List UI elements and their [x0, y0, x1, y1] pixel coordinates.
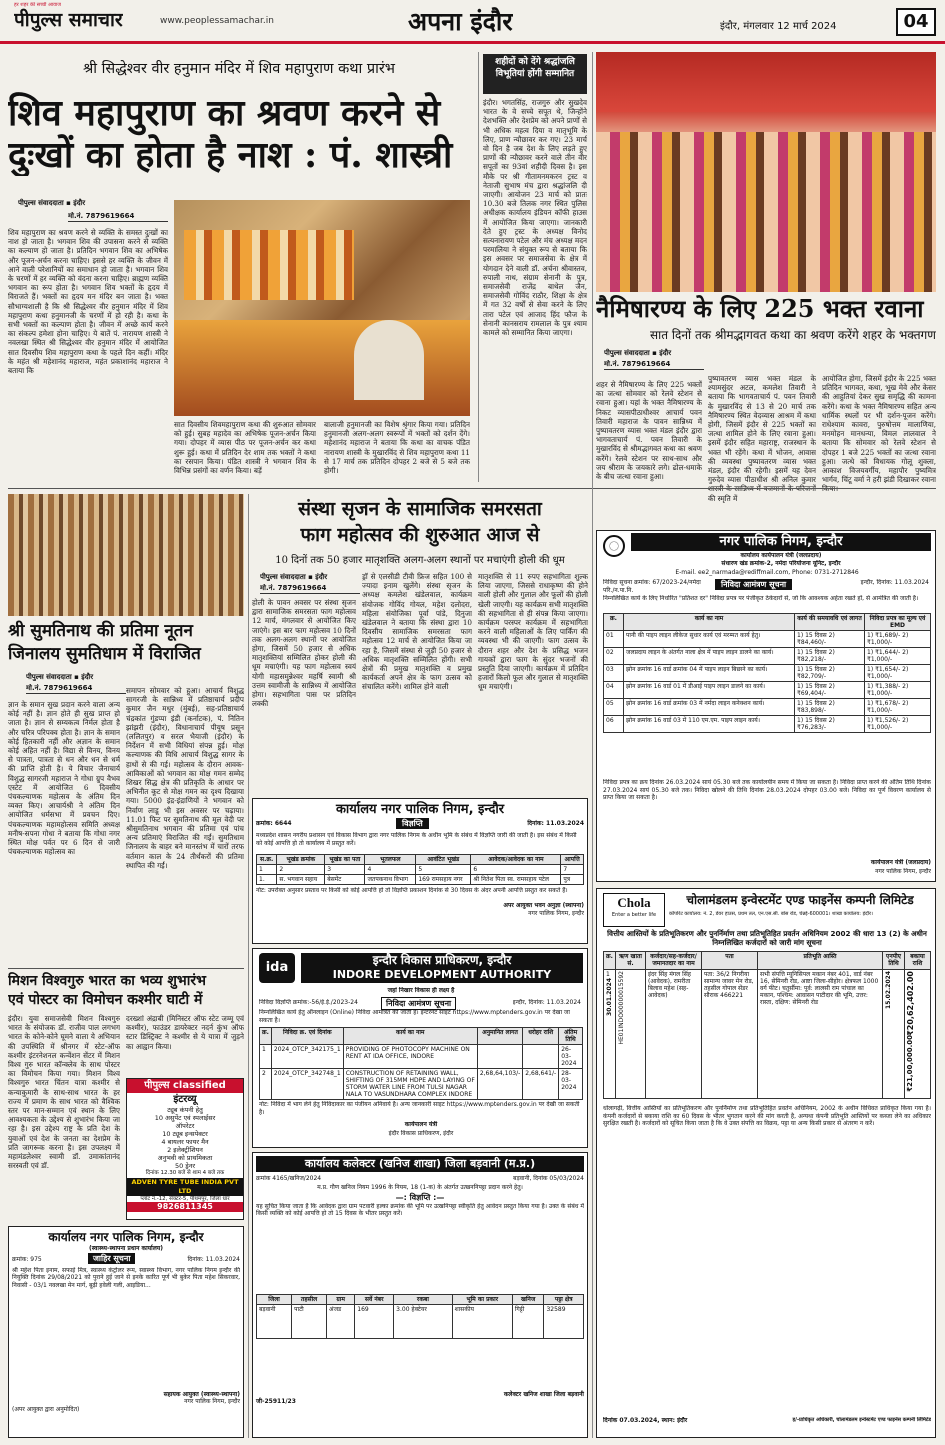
table-row [257, 875, 584, 885]
notice-collector [252, 1152, 588, 1438]
chola-logo [603, 893, 665, 927]
npn-tender-dept: संधारण खंड क्रमांक-2, नर्मदा परियोजना यूनिट, इन्दौर [721, 560, 841, 567]
divider-col-left [248, 494, 249, 1438]
photo-devotees-train [596, 52, 936, 292]
chola-account: HE01INDO00000015592 [618, 970, 625, 1045]
story-martyrs [478, 52, 588, 482]
ida-intro: निम्नलिखित कार्य हेतु ऑनलाइन (Online) निविदा आमंत्रित की जाती है। इन्टरनेट साइट https://www.mptenders.gov.in पर देखा जा सकता है। [259, 1009, 570, 1024]
classified-date: दिनांक 12.30 बजे से शाम 4 बजे तक [145, 1170, 225, 1176]
coll-cell: 3.00 हेक्टेयर [394, 1304, 453, 1338]
ida-cell: 2024_OTCP_342748_1 [271, 1069, 343, 1100]
chola-row-no: 1 [606, 970, 610, 978]
npn-tender-notes: निविदा प्रपत्र का क्रय दिनांक 26.03.2024 सायं 05.30 बजे तक कार्यालयीन समय में किया जा सकता है। निविदा प्राप्त करने की अंतिम तिथि दिनांक 27.03.2024 सायं 05.30 बजे तक। निविदा खोलने की तिथि दिनांक 28.03.2024 दोपहर 03.00 बजे। निविदा का पूर्ण विवरण कार्यालय से प्राप्त किया जा सकता है। [603, 779, 931, 801]
chola-th: क्र. [604, 952, 616, 970]
chola-cell-npa [883, 969, 905, 1098]
fag-column-1: होली के पावन अवसर पर संस्था सृजन द्वारा सामाजिक समरसता फाग महोत्सव 12 मार्च, मंगलवार से आयोजित किए जाएंगे। इस बार फाग महोत्सव 10 दिनों तक अलग-अलग स्थानों पर आयोजित होगा, जिसमें 50 हजार से अधिक मातृशक्तियां सम्मिलित होकर होली की धूम मचाएंगी। यह फाग महोत्सव स्वयं योगी महासमुन्नेश्वर महर्षि स्वामी श्री उत्तम स्वामीजी के सान्निध्य में आयोजित होगा। सहभागिता पास पर प्रतिदिन लक्की [252, 598, 356, 709]
list-item: 50 ड्रेनर [174, 1162, 196, 1170]
jain-headline-line-2: जिनालय सुमतिधाम में विराजित [8, 644, 201, 664]
vig-num-row [257, 865, 584, 875]
npn-cell: झोन क्रमांक 16 वार्ड क्रमांक 04 में पाइप लाइन बिछाने का कार्य। [624, 665, 795, 682]
coll-sub: म.प्र. गौण खनिज नियम 1996 के नियम, 18 (1-क) के अंतर्गत उत्खननिपट्टा प्रदान करने हेतु। [317, 1184, 523, 1191]
npn-tender-header-row [604, 614, 931, 631]
coll-th: खनिज [512, 1294, 544, 1304]
martyrs-body: इंदौर। भगतसिंह, राजगुरु और सुखदेव भारत के वे सच्चे सपूत थे, जिन्होंने देशभक्ति और देशप्रेम को अपने प्राणों से भी अधिक महत्व दिया व मातृभूमि के लिए, प्राण न्यौछावर कर गए। 23 मार्च वो दिन है जब देश के लिए लड़ते हुए प्राणों की न्यौछावर करने वाले तीन वीर सपूतों का 93वां शहीदी दिवस है। इस मौके पर श्री गीतामनमकरन ट्रस्ट व नेताजी सुभाष मंच द्वारा श्रद्धांजलि दी जाएगी। आयोजन 23 मार्च को प्रातः 10.30 बजे तिलक नगर स्थित पुलिस अधीक्षक कार्यालय इंडियन कॉफी हाउस में आयोजित किया जाएगा। जानकारी देते हुए ट्रस्ट के अध्यक्ष विनोद सत्यनारायण पटेल और मंच अध्यक्ष मदन परमालिया ने संयुक्त रूप से बताया कि इस अवसर पर समाजसेवा के क्षेत्र में योगदान देने वाली डॉ. अर्चना श्रीवास्तव, रुपाली नाथ, संग्राम सेनानी के पुत्र, समाजसेवी राजेंद्र बाथेल जैन, समाजसेवी गोविंद राठौर, शिक्षा के क्षेत्र में गत 32 वर्षों से सेवा करने के लिए तारा पटेल एवं आजाद हिंद फौज के सेनानी कानसराय रामलाल के पुत्र श्याम कामले को सम्मानित किया जाएगा। [483, 98, 587, 338]
ida-date: इन्दौर, दिनांक: 11.03.2024 [512, 999, 581, 1006]
chola-body: धोलागढ़ी, वित्तीय आस्तियों का प्रतिभूतिकरण और पुनर्निर्माण तथा प्रतिभूतिहित प्रवर्तन अधिनियम, 2002 के अधीन विधिवत प्राधिकृत किया गया है। कंपनी कर्जदारों से बकाया राशि का 60 दिवस के भीतर भुगतान करने की मांग करती है, अन्यथा कंपनी प्रतिभूति आस्तियों पर कब्जा लेने का अधिकार सुरक्षित रखती है। कर्जदारों को सूचित किया जाता है कि वे उक्त संपत्ति का विक्रय, पट्टा या अन्य किसी प्रकार से अंतरण न करें। [603, 1105, 931, 1127]
npn-cell: 1) ₹1,388/- 2) ₹1,000/- [865, 682, 931, 699]
npn-cell: 1) 15 दिवस 2) ₹84,460/- [795, 631, 865, 648]
table-row [604, 631, 931, 648]
notice-npn-tender [596, 530, 936, 882]
chola-footer-sign: ह/-प्राधिकृत अधिकारी, चोलामंडलम इन्वेस्टमेंट एण्ड फाइनेंस कम्पनी लिमिटेड [792, 1417, 931, 1423]
npn-cell: 06 [604, 716, 624, 733]
coll-ref: क्रमांक 4165/खनिज/2024 [256, 1175, 322, 1182]
npn-small-text: श्री महेश पिता इनाम, सफाई मित्र, स्वास्थ्य कंट्रोलर रूम, स्वास्थ्य विभाग, नगर पालिक निगम इन्दौर की नियुक्ति दिनांक 29/08/2021 को पुराने हुई जाने से इनके कारित पूर्ण भी बुकेर पिता महेश सिकरवार, निवासी - 03/1 नवलखा मेन मार्ग, बूढ़ी हवेली गली, आइडिया... [12, 1266, 240, 1289]
chola-heading: वित्तीय आस्तियों के प्रतिभूतिकरण और पुनर्निर्माण तथा प्रतिभूतिहित प्रवर्तन अधिनियम 2002 की धारा 13 (2) के अधीन निम्नलिखित कर्जदारों को जारी मांग सूचना [607, 929, 927, 947]
fag-headline-line-2: फाग महोत्सव की शुरुआत आज से [300, 524, 540, 546]
vig-num: 2 [277, 865, 325, 875]
coll-header-row [257, 1294, 584, 1304]
fag-subhead: 10 दिनों तक 50 हजार मातृशक्ति अलग-अलग स्थानों पर मचाएंगी होली की धूम [275, 555, 565, 566]
npn-tender-date: इन्दौर, दिनांक: 11.03.2024 [860, 579, 929, 586]
ida-cell: PROVIDING OF PHOTOCOPY MACHINE ON RENT AT IDA OFFICE, INDORE [343, 1045, 477, 1069]
npn-tender-badge: निविदा आमंत्रण सूचना [715, 579, 792, 590]
mission-headline-line-1: मिशन विश्वगुरु भारत का भव्य शुभारंभ [8, 973, 206, 989]
chola-logo-tag: Enter a better life [611, 912, 657, 918]
story-photo-kathavachak [174, 200, 470, 416]
npn-tender-table-wrap [603, 613, 931, 733]
chola-row-date: 30.01.2024 [606, 977, 613, 1016]
chola-title: चोलामंडलम इन्वेस्टमेंट एण्ड फाइनेंस कम्पनी लिमिटेड [686, 893, 914, 907]
npn-cell: 1) ₹1,644/- 2) ₹1,000/- [865, 648, 931, 665]
section-title: अपना इंदौर [408, 7, 513, 36]
chola-amount-2: ₹21,00,000.00 [906, 1035, 914, 1093]
coll-meta [256, 1174, 584, 1184]
npn-cell: 1) ₹1,654/- 2) ₹1,000/- [865, 665, 931, 682]
coll-cell: पाटी [292, 1304, 327, 1338]
notice-chola [596, 888, 936, 1438]
coll-th: पट्टा क्षेत्र [544, 1294, 584, 1304]
classified-phone[interactable]: 9826811345 [127, 1202, 243, 1212]
ida-title-bar [301, 953, 583, 983]
vig-cell: 1. [257, 875, 277, 885]
fag-headline [252, 496, 588, 548]
npn-cell: 1) ₹1,678/- 2) ₹1,000/- [865, 699, 931, 716]
table-row [604, 648, 931, 665]
coll-th: सर्वे नंबर [355, 1294, 394, 1304]
npn-small-title: कार्यालय नगर पालिक निगम, इन्दौर [48, 1230, 204, 1244]
npn-th: क्र. [604, 614, 624, 631]
mission-headline-line-2: एवं पोस्टर का विमोचन कश्मीर घाटी में [8, 992, 203, 1008]
ida-th: धरोहर राशि [523, 1028, 559, 1045]
vig-cell: बेसमेंट [325, 875, 365, 885]
coll-intro: यह सूचित किया जाता है कि आवेदक द्वारा ग्राम पटवारी हल्का क्रमांक की भूमि पर उत्खनिपट्टा स्वीकृति हेतु आवेदन प्रस्तुत किया गया है। उक्त के संबंध में किसी व्यक्ति को कोई आपत्ति हो तो 15 दिवस के भीतर प्रस्तुत करें। [256, 1202, 584, 1217]
mission-column-2: दरख्शां अंद्राबी (मिनिस्टर ऑफ स्टेट जम्मू एवं कश्मीर), फाउंडर डायरेक्टर नदर्न कुंभ ऑफ स्टार डिस्ट्रिक्ट ने कश्मीर से ये यात्रा में जुड़ने का आह्वान किया। [126, 1014, 244, 1051]
chola-cell-no [604, 969, 616, 1098]
ida-th: कार्य का नाम [343, 1028, 477, 1045]
npn-tender-sign: कार्यपालन यंत्री (जलप्रदाय) [870, 859, 931, 866]
jain-column-1: ज्ञान के समान सुख प्रदान करने वाला अन्य कोई नहीं है। ज्ञान होते ही सुख प्राप्त हो जाता है। ज्ञान से सम्यकत्व निर्मल होता है और चरित्र परिपक्व होता है। ज्ञान के समान कोई हितकारी नहीं और अज्ञान के समान कोई अहित नहीं है। विद्या से विनय, विनय से पात्रता, पात्रता से धन और धन से धर्म की प्राप्ति होती है। ये विचार जैनाचार्य विशुद्ध सागरजी महाराज ने गोधा ग्रुप वैभव एस्टेट में आयोजित 6 दिवसीय पंचकल्याणक महोत्सव के अंतिम दिन व्यक्त किए। आचार्यश्री ने अंतिम दिन आयोजित धर्मसभा में प्रवचन दिए। पंचकल्याणक महामहोत्सव समिति अध्यक्ष मनीष-सपना गोधा ने बताया कि गोधा नगर स्थित मोक्ष पर्वत पर 6 दिन से जारी पंचकल्याणक महोत्सव का [8, 700, 120, 857]
coll-cell: गिट्टी [512, 1304, 544, 1338]
chola-th: प्रतिभूति आस्ति [758, 952, 883, 970]
chola-cell-account [616, 969, 646, 1098]
vig-header-row [257, 855, 584, 865]
photo-jain-procession [8, 494, 244, 616]
chola-table-wrap [603, 951, 931, 1099]
ida-table [259, 1027, 583, 1100]
vig-num: 1 [257, 865, 277, 875]
table-row [260, 1045, 583, 1069]
vig-ref: क्रमांक: 6644 [256, 820, 292, 827]
vig-cell: जतपकनाथ विभाग [365, 875, 416, 885]
npn-tender-ref: निविदा सूचना क्रमांक: 67/2023-24/नर्मदा परि./न.पा.नि. [603, 579, 701, 594]
chola-th: ऋण खाता सं. [616, 952, 646, 970]
npn-cell: झोन क्रमांक 16 वार्ड क्रमांक 03 में नर्मदा लाइन कनेक्शन कार्य। [624, 699, 795, 716]
classified-header: पीपुल्स classified [127, 1079, 243, 1093]
npn-cell: झोन क्रमांक 16 वार्ड 01 में डीआई पाइप लाइन डालने का कार्य। [624, 682, 795, 699]
chola-footer-date: दिनांक 07.03.2024, स्थान: इंदौर [603, 1417, 688, 1424]
table-row [604, 682, 931, 699]
photo-stage [174, 320, 470, 416]
chola-cell-names: इंदर सिंह मंगल सिंह (आवेदक), रामरीता बिलाव महेश (सह-आवेदक) [646, 969, 702, 1098]
mission-column-1: इंदौर। युवा समाजसेवी मिशन विश्वगुरु भारत के संयोजक डॉ. राजीव पाल लगभग भारत के कोने-कोने घूमने वाला ये अभियान की उपस्थिति में श्रीनगर में स्टेट-ऑफ कश्मीर इंटरनेशनल कन्वेंशन सेंटर में मिशन विश्व गुरु भारत कॉन्क्लेव के साथ पोस्टर का विमोचन किया गया। मिशन विश्व विश्वगुरु भारत चिंतन यात्रा कश्मीर से कन्याकुमारी के साथ-साथ भारत के हर राज्य में प्रमाण के साथ भारत को वैश्विक स्तर पर मान-सम्मान एवं स्थान के लिए आवश्यकता के उद्देश्य से शुभारंभ किया जा रहा है। इस उद्देश्य राष्ट्र के प्रति देश के युवाओं एवं देश के जनता का देशप्रेम के प्रति जागरूक करना है। इस उपलक्ष्य में महामंडलेश्वर स्वामी डॉ. उमाकांतानंद सरस्वती एवं डॉ. [8, 1014, 120, 1171]
npn-cell: झोन क्रमांक 16 वार्ड 03 में 110 एम.एम. पाइप लाइन कार्य। [624, 716, 795, 733]
notice-npn-vigyapti [252, 798, 588, 944]
notice-ida [252, 948, 588, 1148]
vig-title: कार्यालय नगर पालिक निगम, इन्दौर [335, 802, 505, 817]
vig-cell: श्री नितेश पिता स्व. रामसहाय पटेल [471, 875, 561, 885]
ida-ref: निविदा विज्ञप्ति क्रमांक:-56/ई.ई./2023-24 [259, 999, 358, 1006]
ida-title-hi: इन्दौर विकास प्राधिकरण, इन्दौर [372, 953, 512, 967]
divider-top [8, 488, 936, 489]
chola-cell-address: पता: 36/2 निगरीया सामान्य जावर मेन रोड, तहसील गोपाल सेंडर सौराक 466221 [702, 969, 758, 1098]
chola-th: पता [702, 952, 758, 970]
vig-sign: अपर आयुक्त भवन अनुज्ञा (स्थापना) [503, 902, 584, 909]
vig-num: 7 [561, 865, 584, 875]
vig-footer: नोट: उपरोक्त अनुसार प्रस्ताव पर किसी को कोई आपत्ति हो तो विज्ञप्ति प्रकाशन दिनांक से 30 दिवस के अंदर अपनी आपत्ति प्रस्तुत कर सकते हैं। [256, 887, 568, 894]
ida-cell [477, 1045, 522, 1069]
npn-cell: 02 [604, 648, 624, 665]
naim-column-3: आयोजित होगा, जिसमें इंदौर के 225 भक्त प्रतिदिन भागवत, कथा, भूख मेवे और केसर की आहुतियां देकर सुख समृद्धि की कामना करेंगे। कथा के भक्त नैमिषारण्य सहित अन्य धार्मिक स्थलों पर भी दर्शन-पूजन करेंगे। राधेश्याम कावरा, पुरुषोत्तम मालाणिया, मनमोहन मानधन्या, विमल लालवाल ने बताया कि सोमवार को रेलवे स्टेशन से दोपहर 1 बजे 225 भक्तों का जत्था रवाना हुआ। जत्थे को विधायक गोलू शुक्ला, आकाश विजयवर्गीय, महापौर पुष्यमित्र भार्गव, चिंटू वर्मा ने हरी झंडी दिखाकर रवाना [822, 374, 936, 485]
jain-mobile: मो.नं. 7879619664 [26, 684, 126, 694]
story-fag [252, 494, 588, 794]
photo-train-roof [596, 52, 936, 112]
ida-note: नोट: निविदा में भाग लेने हेतु निविदाकार का पंजीयन अनिवार्य है। अन्य जानकारी साइट https://www.mptenders.gov.in पर देखी जा सकती है। [259, 1101, 580, 1116]
ida-sign-2: इंदौर विकास प्राधिकरण, इंदौर [388, 1130, 454, 1137]
classified-ad[interactable] [126, 1078, 244, 1220]
coll-footer: कलेक्टर खनिज शाखा जिला बड़वानी [503, 1390, 584, 1398]
divider-col-right [592, 52, 593, 1438]
masthead [0, 0, 945, 44]
npn-small-meta [12, 1253, 240, 1267]
npn-small-ref: क्रमांक: 975 [12, 1255, 42, 1263]
chola-table [603, 951, 931, 1099]
story-byline: पीपुल्स संवाददाता ▪ इंदौर [18, 199, 86, 207]
ida-table-wrap [259, 1027, 583, 1100]
npn-tender-email[interactable]: E-mail. ee2_narmada@rediffmail.com, Phone: 0731-2712846 [675, 569, 859, 576]
story-column-2: सात दिवसीय शिवमहापुराण कथा की शुरुआत सोमवार को हुई। सुबह महादेव का अभिषेक पूजन-अर्चन किया गया। दोपहर में व्यास पीठ पर पूजन-अर्चन कर कथा शुरू हुई। कथा में प्रतिदिन देर शाम तक भक्तों ने कथा का रसपान किया। पंडित शास्त्री ने भगवान शिव के विभिन्न प्रसंगों का वर्णन किया। बड़ें [174, 420, 316, 476]
story-headline [8, 92, 470, 176]
npn-tender-office: कार्यालय कार्यपालन यंत्री (जलप्रदाय) [740, 552, 822, 559]
npn-emblem-icon [603, 535, 625, 557]
ida-th: निविदा क्र. एवं दिनांक [271, 1028, 343, 1045]
photo-priest [354, 320, 424, 400]
mission-headline [8, 972, 244, 1010]
ida-cell: 2,68,64,103/- [477, 1069, 522, 1100]
vig-table [256, 854, 584, 885]
list-item: ऑपरेटर [175, 1122, 195, 1130]
coll-badge: —: विज्ञप्ति :— [395, 1192, 445, 1202]
npn-th: निविदा प्रपत्र का मूल्य एवं EMD [865, 614, 931, 631]
ida-logo: ida [259, 953, 295, 983]
npn-tender-sign-2: नगर पालिक निगम, इन्दौर [875, 868, 931, 875]
npn-small-dept: (स्वास्थ्य-स्थापना प्रधान कार्यालय) [88, 1245, 163, 1252]
ida-cell: CONSTRUCTION OF RETAINING WALL, SHIFTING OF 315MM HDPE AND LAYING OF STORM WATER LINE FROM TULSI NAGAR NALA TO VASUNDHARA COMPLEX INDORE [343, 1069, 477, 1100]
dateline: इंदौर, मंगलवार 12 मार्च 2024 [720, 21, 837, 32]
list-item: अनुभवी को प्राथमिकता [157, 1154, 213, 1162]
npn-cell: 1) 15 दिवस 2) ₹82,218/- [795, 648, 865, 665]
photo-crowd [184, 230, 354, 300]
table-row [260, 1069, 583, 1100]
headline-line-2: दुःखों का होता है नाश : पं. शास्त्री [8, 134, 453, 176]
list-item: 10 ट्यूब इन्सपेक्टर [162, 1130, 208, 1138]
divider-mission [8, 968, 244, 969]
ida-th: अनुमानित लागत [477, 1028, 522, 1045]
vig-num: 3 [325, 865, 365, 875]
table-row [604, 665, 931, 682]
chola-cell-asset: सभी संपत्ति म्युनिसिपल मकान नंबर 401, वार्ड नंबर 16, सेमिनरी रोड, आष्टा जिला-सीहोर। क्षेत्रफल 1000 वर्ग फीट। चतुर्सीमा: पूर्व: लालसी राम पांचाल का मकान, पश्चिम: आवासन पाटीदार की भूमि, उत्तर: रास्ता, दक्षिण: सेमिनरी रोड [758, 969, 883, 1098]
coll-code: जी-25911/23 [256, 1398, 296, 1405]
npn-small-sign-1: सहायक आयुक्त (स्वास्थ्य-स्थापना) [163, 1390, 240, 1398]
ida-tagline: जहां निखार विकास ही लक्ष्य है [387, 987, 455, 994]
story-column-3: बालाजी हनुमानजी का विशेष श्रृंगार किया गया। प्रतिदिन हनुमानजी अलग-अलग स्वरूपों में भक्तों को दर्शन देंगे। महेशानंद महाराज ने बताया कि कथा का वाचक पंडित नारायण शास्त्री के मुखारविंद से शिव महापुराण कथा 11 से 17 मार्च तक प्रतिदिन दोपहर 2 बजे से 5 बजे तक होगी। [324, 420, 470, 476]
fag-headline-line-1: संस्था सृजन के सामाजिक समरसता [298, 498, 542, 520]
table-row [257, 1304, 584, 1338]
naim-byline: पीपुल्स संवाददाता ▪ इंदौर [604, 349, 672, 357]
ida-cell: 2 [260, 1069, 272, 1100]
ida-sign: कार्यपालन यंत्री [404, 1121, 438, 1128]
npn-cell: 03 [604, 665, 624, 682]
naim-subhead: सात दिनों तक श्रीमद्भागवत कथा का श्रवण करेंगे शहर के भक्तगण [650, 328, 936, 342]
npn-small-sign-2: नगर पालिक निगम, इन्दौर [184, 1398, 240, 1405]
ida-badge: निविदा आमंत्रण सूचना [381, 997, 456, 1010]
vig-th: आवेदक/आवेदक का नाम [471, 855, 561, 865]
coll-date: बड़वानी, दिनांक 05/03/2024 [513, 1175, 584, 1182]
page-number: 04 [896, 8, 936, 36]
table-row [604, 969, 931, 1098]
logo[interactable]: पीपुल्स समाचार [14, 9, 123, 31]
npn-tender-intro: निम्नलिखित कार्य के लिए निर्धारित "प्रतिशत दर" निविदा प्रपत्र पर पंजीकृत ठेकेदारों से, जो कि आवश्यक अर्हता रखते हों, से आमंत्रित की जाती है। [603, 595, 919, 602]
vig-sign-2: नगर पालिक निगम, इन्दौर [528, 909, 584, 917]
chola-amount: ₹20,62,402.00 [906, 970, 915, 1036]
chola-th: एनपीए तिथि [883, 952, 905, 970]
npn-cell: पानी की पाइप लाइन लीकेज सुधार कार्य एवं मरम्मत कार्य हेतु। [624, 631, 795, 648]
headline-line-1: शिव महापुराण का श्रवण करने से [8, 92, 441, 134]
ida-th: क्र. [260, 1028, 272, 1045]
ida-cell: 28-03-2024 [559, 1069, 583, 1100]
npn-cell: 05 [604, 699, 624, 716]
npn-tender-table [603, 613, 931, 733]
jain-byline: पीपुल्स संवाददाता ▪ इंदौर [26, 673, 94, 681]
coll-title: कार्यालय कलेक्टर (खनिज शाखा) जिला बड़वानी (म.प्र.) [256, 1156, 584, 1172]
coll-th: ग्राम [327, 1294, 355, 1304]
chola-address: कॉर्पोरेट कार्यालय: नं. 2, डेयर हाउस, प्रथम तल, एन.एस.सी. बोस रोड, चेन्नई-600001। शाखा कार्यालय: इंदौर। [669, 911, 873, 917]
ida-header-row [260, 1028, 583, 1045]
npn-cell: 01 [604, 631, 624, 648]
notice-npn-small [8, 1226, 244, 1438]
npn-cell: 1) ₹1,526/- 2) ₹1,000/- [865, 716, 931, 733]
vig-num: 4 [365, 865, 416, 875]
list-item: 10 असुपेंट एवं स्पलाईसर [154, 1114, 216, 1122]
vig-cell: 169 रामसहाय नगर [416, 875, 471, 885]
coll-cell: बड़वानी [257, 1304, 292, 1338]
npn-small-footer: (अपर आयुक्त द्वारा अनुमोदित) [12, 1405, 80, 1413]
fag-byline: पीपुल्स संवाददाता ▪ इंदौर [260, 573, 328, 581]
table-row [604, 716, 931, 733]
npn-cell: 1) ₹1,689/- 2) ₹1,000/- [865, 631, 931, 648]
npn-th: कार्य का नाम [624, 614, 795, 631]
coll-cell: शासकीय [452, 1304, 512, 1338]
npn-cell: 1) 15 दिवस 2) ₹76,283/- [795, 716, 865, 733]
classified-address: प्लॉट नं.-12, सेक्टर-5, पीथमपुर, जिला धार [140, 1195, 230, 1202]
coll-th: रकबा [394, 1294, 453, 1304]
chola-th: कर्जदार/सह-कर्जदार/जमानतदार का नाम [646, 952, 702, 970]
story-mobile: मो.नं. 7879619664 [68, 212, 168, 222]
classified-items [127, 1106, 243, 1170]
jain-headline-line-1: श्री सुमतिनाथ की प्रतिमा नूतन [8, 621, 193, 641]
coll-cell: अंजड [327, 1304, 355, 1338]
vig-num: 5 [416, 865, 471, 875]
vig-date: दिनांक: 11.03.2024 [527, 820, 584, 827]
vig-num: 6 [471, 865, 561, 875]
fag-mobile: मो.नं. 7879619664 [260, 584, 360, 594]
logo-tagline: हर शहर की सच्ची आवाज [14, 2, 61, 8]
npn-small-badge: जाहिर सूचना [88, 1253, 135, 1264]
naim-headline: नैमिषारण्य के लिए 225 भक्त रवाना [596, 294, 924, 323]
fag-column-2: ड्रॉ से एलसीडी टीवी फ्रिज सहित 100 से ज्यादा इनाम खुलेंगे। संस्था सृजन के अध्यक्ष कमलेश खंडेलवाल, कार्यक्रम संयोजक गोविंद गोयल, महेश दलोदरा, महिला संयोजिका पूर्वा पांडे, दिनुजा खंडेलवाल ने बताया कि संस्था द्वारा 10 दिवसीय सामाजिक समरसता फाग महोत्सव 12 मार्च से आयोजित किया जा रहा है, जिसमें संस्था से जुड़ी 50 हजार से अधिक मातृशक्ति सम्मिलित होंगी। सभी क्षेत्रों की प्रमुख मातृशक्ति व प्रमुख कार्यकर्ता अपने क्षेत्र के फाग उत्सव को संचालित करेंगे। शामिल होने वाली [362, 572, 472, 692]
coll-th: भूमि का प्रकार [452, 1294, 512, 1304]
ida-th: अंतिम तिथि [559, 1028, 583, 1045]
coll-table [256, 1294, 584, 1339]
table-row [604, 699, 931, 716]
fag-column-3: मातृशक्ति से 11 रुपए सहभागिता शुल्क लिया जाएगा, जिससे राधाकृष्ण की होने वाली होली और गुलाल और फूलों की होली खेली जाएगी। यह कार्यक्रम सभी मातृशक्ति की सहभागिता से ही संपन्न किया जाएगा। कार्यक्रम परस्पर कार्यक्रम में सहभागिता करने वाली महिलाओं के लिए पार्किंग की व्यवस्था भी की जाएगी। फाग उत्सव के दौरान शहर और देश के प्रसिद्ध भजन गायकों द्वारा फाग के सुंदर भजनों की प्रस्तुति दिया जाएगी। कार्यक्रम में प्रतिदिन हजारों किलो फूल और गुलाल से मातृशक्ति धूम मचाएंगी। [478, 572, 588, 692]
ida-cell: 1 [260, 1045, 272, 1069]
vig-th: भूखंड क्रमांक [277, 855, 325, 865]
npn-cell: 1) 15 दिवस 2) ₹83,898/- [795, 699, 865, 716]
coll-th: तहसील [292, 1294, 327, 1304]
npn-tender-title: नगर पालिक निगम, इन्दौर [631, 533, 931, 551]
vig-cell: स. भगवान सहाय [277, 875, 325, 885]
naim-column-1: शहर से नैमिषारण्य के लिए 225 भक्तों का जत्था सोमवार को रेलवे स्टेशन से रवाना हुआ। यहां के भक्त नैमिषारण्य के निकट व्यासपीठाधीश्वर आचार्य पवन तिवारी महाराज के पावन सान्निध्य में पुष्पावतरण व्यास भक्त मंडल इंदौर द्वारा भागवताचार्य पं. पवन तिवारी के मुखारविंद से श्रीमद्भागवत कथा का श्रवण करेंगे। रेलवे स्टेशन पर साथ-साथ और जय श्रीराम के जयकारे लगे। ढोल-धमाके के बीच जत्था रवाना हुआ। [596, 380, 702, 482]
coll-cell: 32589 [544, 1304, 584, 1338]
vig-th: भूखंड का पता [325, 855, 365, 865]
npn-cell: 1) 15 दिवस 2) ₹82,709/- [795, 665, 865, 682]
vig-intro: मध्यप्रदेश शासन नगरीय प्रशासन एवं विकास विभाग द्वारा नगर पालिक निगम के अधीन भूमि के संबंध में विज्ञप्ति जारी की जाती है। इस संबंध में किसी को कोई आपत्ति हो तो कार्यालय में प्रस्तुत करें। [256, 832, 577, 847]
vig-th: आपत्ति [561, 855, 584, 865]
ida-cell [523, 1045, 559, 1069]
chola-header-row [604, 952, 931, 970]
vig-th: स.क्र. [257, 855, 277, 865]
ida-title-en: INDORE DEVELOPMENT AUTHORITY [332, 968, 552, 981]
coll-cell: 169 [355, 1304, 394, 1338]
npn-cell: 04 [604, 682, 624, 699]
naim-mobile: मो.नं. 7879619664 [604, 360, 704, 370]
chola-cell-amount [905, 969, 931, 1098]
npn-th: कार्य की समयावधि एवं लागत [795, 614, 865, 631]
vig-th: आवंटित भूखंड [416, 855, 471, 865]
photo-crowd-people [596, 132, 936, 292]
list-item: ट्यूब कंपनी हेतु [167, 1106, 203, 1114]
story-shiv-mahapuran [8, 52, 470, 482]
npn-small-date: दिनांक: 11.03.2024 [187, 1255, 240, 1263]
naim-column-2: पुष्पावतरण व्यास भक्त मंडल के श्यामसुंदर अटल, कमलेश तिवारी ने बताया कि भागवताचार्य पं. पवन तिवारी के मुखारविंद से 13 से 20 मार्च तक नैमिषारण्य स्थित वेदव्यास आश्रम में कथा होगी, जिसमें इंदौर से 225 भक्तों का जत्था शामिल होने के लिए रवाना हुआ। इसमें इंदौर सहित महाराष्ट्र, राजस्थान के भक्त भी रहेंगे। कथा में भोजन, आवास की व्यवस्था पुष्पावतरण व्यास भक्त मंडल, इंदौर की रहेगी। इसमें यह देवन गुरुदेव व्यास पीठाधीश श्री अनिल कुमार की स्मृति में [708, 374, 816, 503]
story-column-1: शिव महापुराण का श्रवण करने से व्यक्ति के समस्त दुःखों का नाश हो जाता है। भगवान शिव की उपासना करने से व्यक्ति का कल्याण हो जाता है। प्रतिदिन भगवान शिव का अभिषेक और पूजन-अर्चन करना चाहिए। इससे हर व्यक्ति के जीवन में आने वाली परेशानियों का समाधान हो जाता है। भगवान शिव के चरणों में हर व्यक्ति को वंदना करना चाहिए। ब्राह्मण व्यक्ति भगवान का रूप होता है। भगवान शिव भक्तों के हृदय में विराजते हैं। भक्तों का हृदय मन मंदिर बन जाता है। भक्त सौभाग्यशाली है कि श्री सिद्धेश्वर वीर हनुमान मंदिर में शिव महापुराण कथा हनुमानजी के चरणों में हो रही है। कथा के सभी भक्तों का कल्याण होता है। जीवन में अच्छे कार्य करने का संकल्प हमेशा होना चाहिए। ये बातें पं. नारायण शास्त्री ने नवलखा स्थित श्री सिद्धेश्वर वीर हनुमान मंदिर में आयोजित सात दिवसीय शिव महापुराण कथा के पहले दिन कहीं। मंदिर के महंत श्री महेशानंद महाराज, महंत प्रकाशानंद महाराज ने बताया कि [8, 228, 168, 376]
chola-logo-text: Chola [617, 895, 651, 910]
site-url[interactable]: www.peoplessamachar.in [160, 16, 274, 26]
npn-cell: जलप्रदाय लाइन के अंतर्गत नाला क्षेत्र में पाइप लाइन डालने का कार्य। [624, 648, 795, 665]
martyrs-headline: शहीदों को देंगे श्रद्धांजलि विभूतियां होंगी सम्मानित [483, 54, 587, 94]
list-item: 2 इलेक्ट्रीशियन [167, 1146, 203, 1154]
list-item: 4 बायलर फायर मैन [161, 1138, 209, 1146]
classified-category: इंटरव्यू [173, 1094, 197, 1105]
jain-column-2: समापन सोमवार को हुआ। आचार्य विशुद्ध सागरजी के सान्निध्य में प्रतिष्ठाचार्य प्रदीप कुमार जैन मधुर (मुंबई), सह-प्रतिष्ठाचार्य चंद्रकांत गुंडप्पा इंडी (कर्नाटक), पं. नितिन झांझरी (इंदौर), विधानाचार्य पीयूष प्रसून (ललितपुर) व सरल भैयाजी (इंदौर) के निर्देशन में सभी विधियां संपन्न हुई। मोक्ष कल्याणक की विधि आचार्य विशुद्ध सागर के हाथों से की गई। महोत्सव के दौरान आवक-आविकाओं को भगवान का मोक्ष गमन सम्मेद शिखर सिद्ध क्षेत्र की प्रतिकृति के आधार पर अभिनीत कूट से मोक्ष गमन का दृश्य दिखाया गया। 5000 इंद्र-इंद्राणियों ने भगवान को निर्वाण लाडू भी इस अवसर पर चढ़ाया। 11.01 फिट पर सुमतिनाथ की मूल वेदी पर श्रीसुमतिनाथ भगवान की प्रतिमा एवं पांच अन्य प्रतिमाएं विराजित की गईं। सुमतिधाम जिनालय के बाहर बने मानस्तंभ में चारों तरफ वर्तमान काल के 24 तीर्थंकरों की प्रतिमा स्थापित की गईं। [126, 686, 244, 870]
ida-cell: 26-03-2024 [559, 1045, 583, 1069]
ida-cell: 2,68,641/- [523, 1069, 559, 1100]
story-kicker: श्री सिद्धेश्वर वीर हनुमान मंदिर में शिव महापुराण कथा प्रारंभ [83, 61, 395, 77]
chola-th: बकाया राशि [905, 952, 931, 970]
coll-th: जिला [257, 1294, 292, 1304]
vig-th: भूतलफल [365, 855, 416, 865]
chola-npa-date: 15.02.2024 [885, 970, 892, 1009]
vig-badge: विज्ञप्ति [396, 818, 429, 829]
vig-cell: पुत्र [561, 875, 584, 885]
npn-cell: 1) 15 दिवस 2) ₹69,404/- [795, 682, 865, 699]
ida-cell: 2024_OTCP_342175_1 [271, 1045, 343, 1069]
vig-meta [256, 818, 584, 830]
classified-company: ADVEN TYRE TUBE INDIA PVT LTD [127, 1178, 243, 1196]
jain-headline [8, 620, 244, 666]
